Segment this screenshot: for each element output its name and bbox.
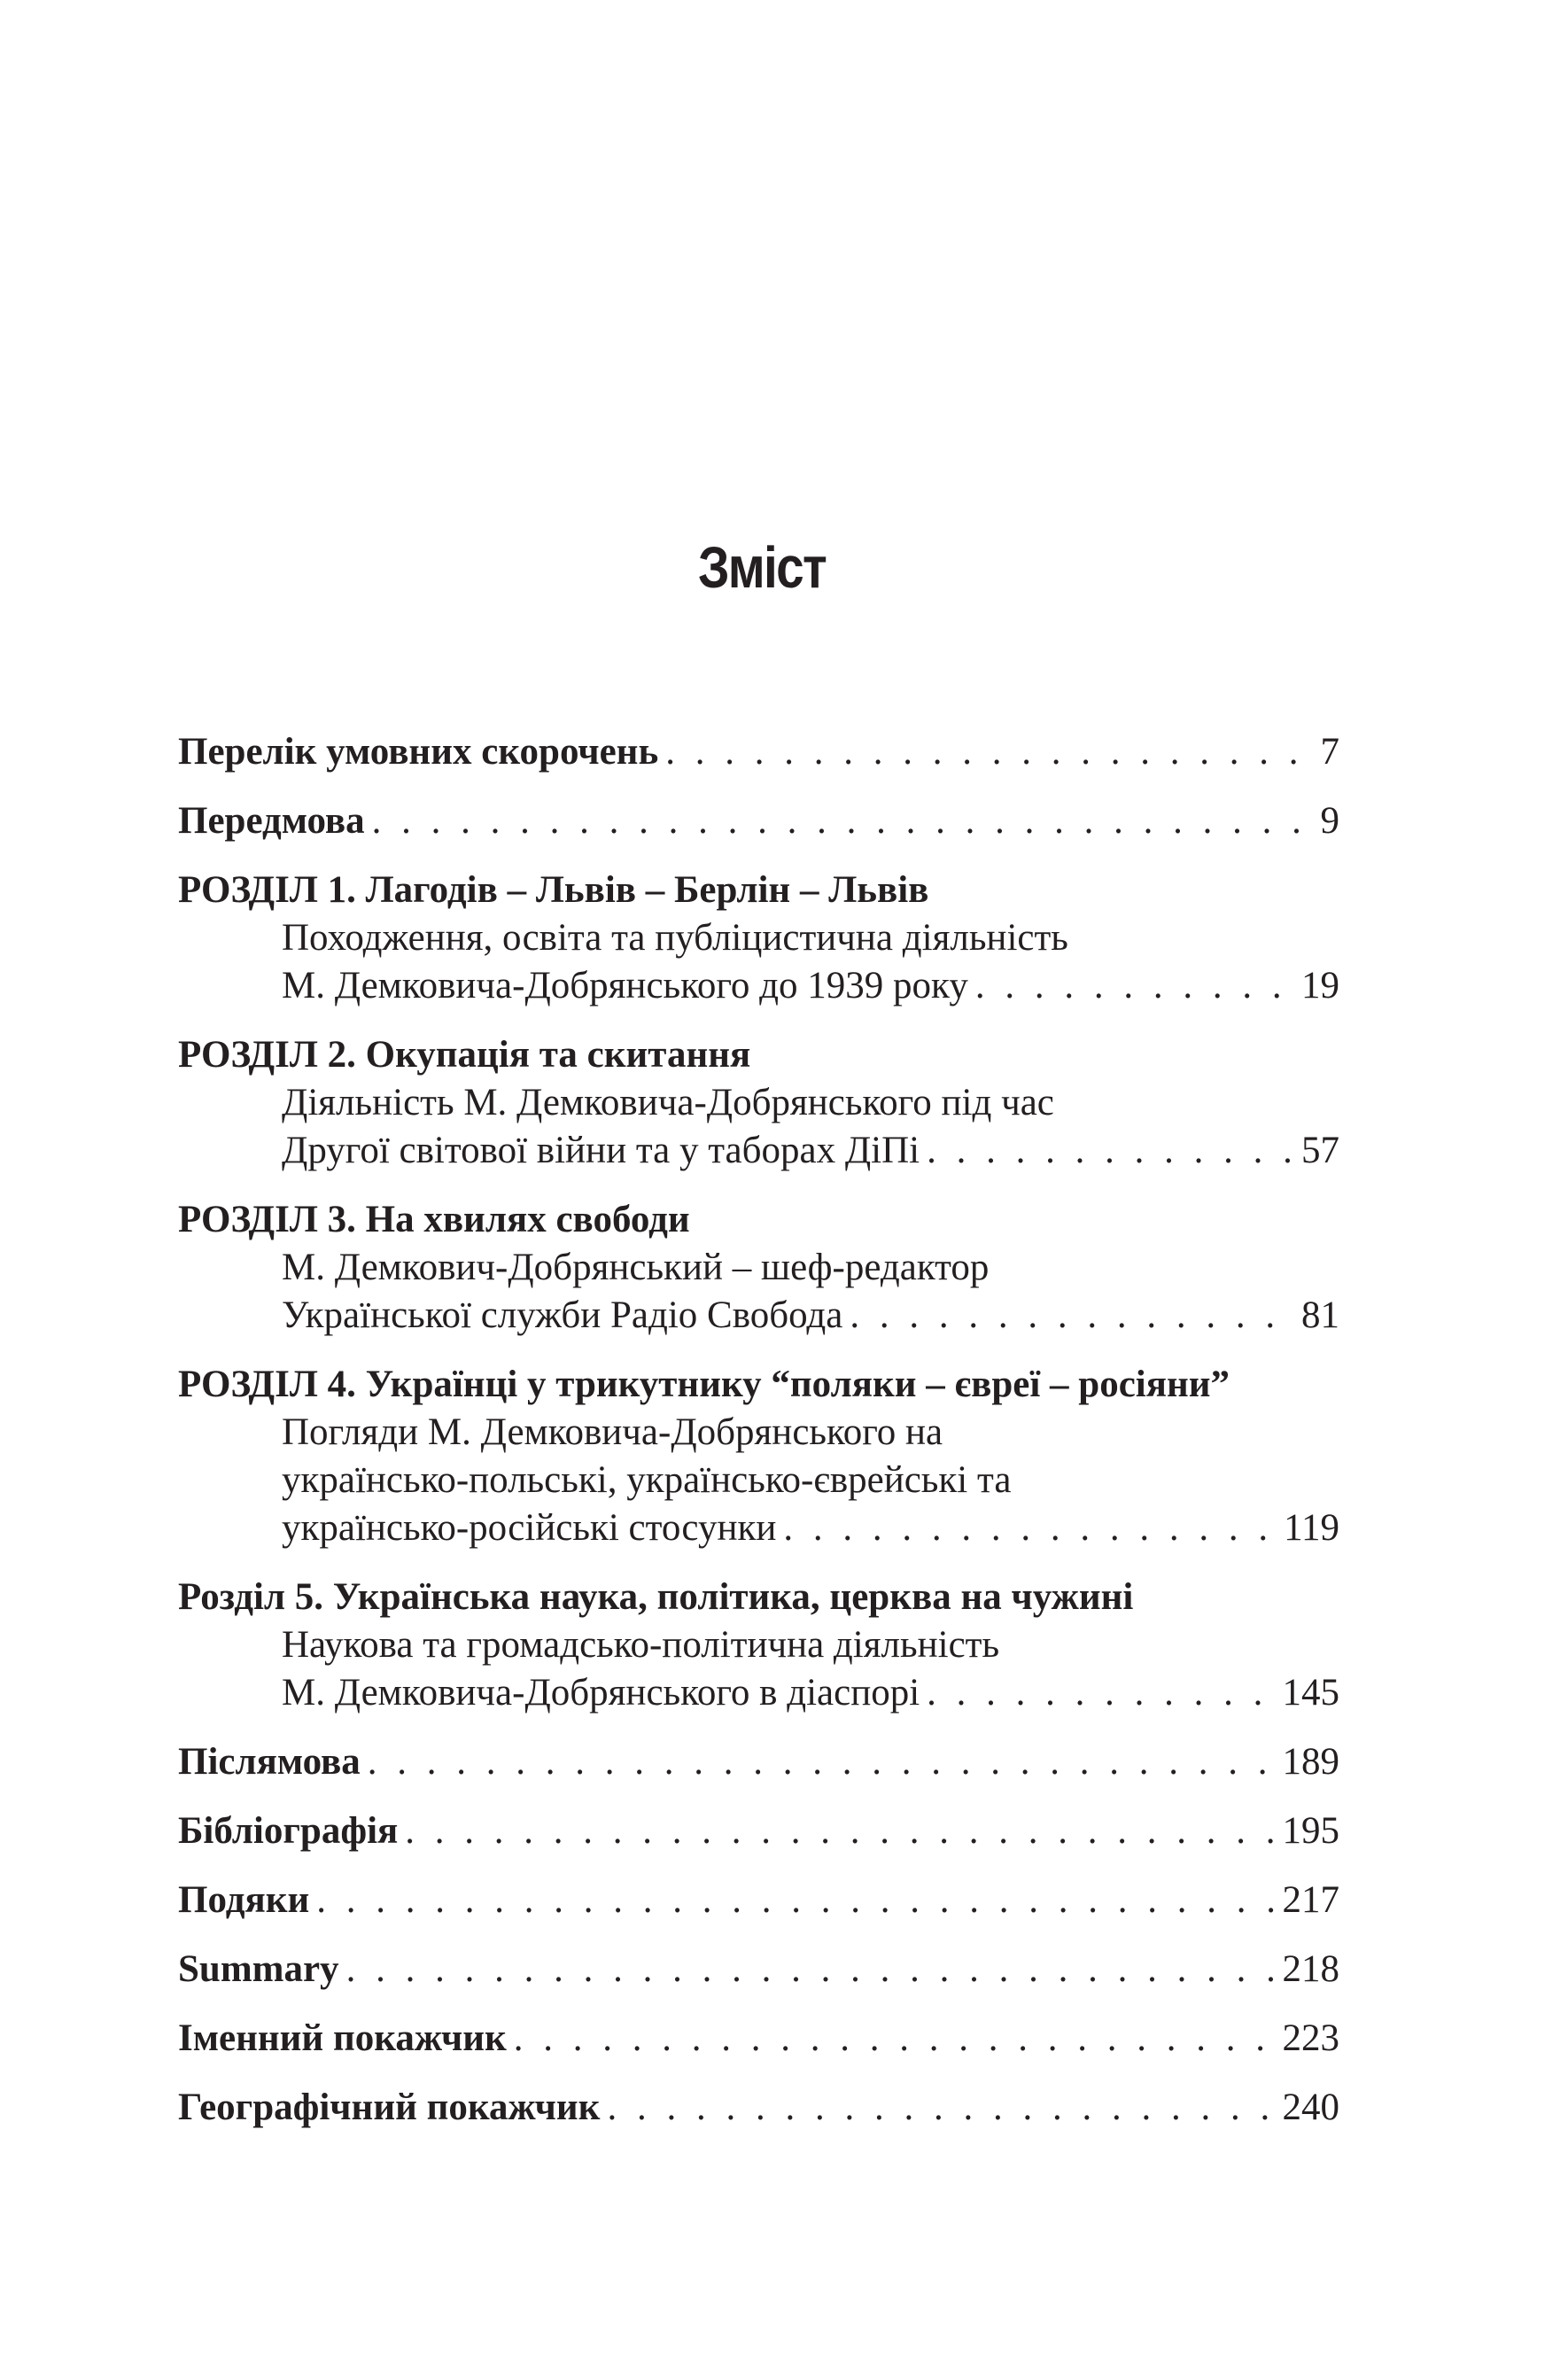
dot-leader	[346, 1946, 1277, 1994]
toc-entry-abbreviations[interactable]	[178, 728, 1339, 776]
dot-leader	[514, 2015, 1277, 2063]
dot-leader	[372, 797, 1316, 845]
toc-entry-geo-index[interactable]	[178, 2084, 1339, 2132]
toc-page-number: 218	[1282, 1948, 1339, 1990]
toc-page-number: 240	[1282, 2087, 1339, 2128]
toc-entry-label: Передмова	[178, 800, 365, 842]
dot-leader	[927, 1127, 1296, 1175]
toc-entry-label: Перелік умовних скорочень	[178, 731, 659, 773]
toc-entry-thanks[interactable]	[178, 1877, 1339, 1924]
dot-leader	[316, 1877, 1277, 1924]
toc-chapter-1[interactable]	[178, 867, 1339, 1010]
toc-page-number: 223	[1282, 2017, 1339, 2059]
toc-entry-label: Післямова	[178, 1741, 361, 1783]
chapter-subtitle-line: М. Демкович-Добрянський – шеф-редактор	[282, 1247, 990, 1288]
toc-page-number: 189	[1282, 1741, 1339, 1783]
dot-leader	[607, 2084, 1277, 2132]
toc-entry-label: Географічний покажчик	[178, 2087, 601, 2128]
toc-chapter-5[interactable]	[178, 1574, 1339, 1717]
chapter-subtitle-line: Походження, освіта та публіцистична діяльність	[282, 917, 1068, 959]
dot-leader	[665, 728, 1315, 776]
toc-entry-bibliography[interactable]	[178, 1807, 1339, 1855]
toc-entry-label: Бібліографія	[178, 1810, 399, 1852]
toc-chapter-4[interactable]	[178, 1361, 1339, 1552]
toc-page-number: 57	[1301, 1130, 1339, 1171]
toc-page-number: 119	[1284, 1507, 1339, 1549]
toc-entry-label: Подяки	[178, 1879, 310, 1921]
toc-page-number: 217	[1282, 1879, 1339, 1921]
dot-leader	[927, 1669, 1277, 1717]
page-title: Зміст	[697, 534, 827, 601]
toc-entry-afterword[interactable]	[178, 1738, 1339, 1786]
chapter-title: РОЗДІЛ 3. На хвилях свободи	[178, 1199, 690, 1240]
toc-page-number: 195	[1282, 1810, 1339, 1852]
table-of-contents	[178, 728, 1339, 2153]
chapter-subtitle-line: українсько-російські стосунки	[282, 1507, 777, 1549]
toc-entry-summary[interactable]	[178, 1946, 1339, 1994]
dot-leader	[783, 1504, 1278, 1552]
chapter-subtitle-line: Другої світової війни та у таборах ДіПі	[282, 1130, 920, 1171]
toc-chapter-2[interactable]	[178, 1031, 1339, 1175]
chapter-subtitle-line: Діяльність М. Демковича-Добрянського під час	[282, 1082, 1054, 1123]
dot-leader	[368, 1738, 1277, 1786]
toc-page-number: 19	[1301, 965, 1339, 1007]
chapter-subtitle-line: українсько-польські, українсько-єврейські та	[282, 1459, 1012, 1501]
toc-chapter-3[interactable]	[178, 1196, 1339, 1340]
toc-page-number: 9	[1320, 800, 1339, 842]
dot-leader	[850, 1292, 1296, 1340]
chapter-title: РОЗДІЛ 4. Українці у трикутнику “поляки – євреї – росіяни”	[178, 1364, 1230, 1405]
chapter-subtitle-line: М. Демковича-Добрянського до 1939 року	[282, 965, 968, 1007]
toc-entry-label: Summary	[178, 1948, 339, 1990]
chapter-subtitle-line: Наукова та громадсько-політична діяльність	[282, 1624, 1000, 1666]
chapter-subtitle-line: М. Демковича-Добрянського в діаспорі	[282, 1672, 920, 1714]
toc-entry-foreword[interactable]	[178, 797, 1339, 845]
toc-entry-label: Іменний покажчик	[178, 2017, 507, 2059]
chapter-title: РОЗДІЛ 1. Лагодів – Львів – Берлін – Львів	[178, 869, 929, 911]
toc-entry-name-index[interactable]	[178, 2015, 1339, 2063]
toc-page-number: 81	[1301, 1294, 1339, 1336]
chapter-title: Розділ 5. Українська наука, політика, церква на чужині	[178, 1576, 1134, 1618]
dot-leader	[975, 962, 1296, 1010]
chapter-title: РОЗДІЛ 2. Окупація та скитання	[178, 1034, 751, 1076]
chapter-subtitle-line: Погляди М. Демковича-Добрянського на	[282, 1411, 943, 1453]
dot-leader	[405, 1807, 1277, 1855]
chapter-subtitle-line: Української служби Радіо Свобода	[282, 1294, 843, 1336]
toc-page-number: 7	[1320, 731, 1339, 773]
toc-page-number: 145	[1282, 1672, 1339, 1714]
